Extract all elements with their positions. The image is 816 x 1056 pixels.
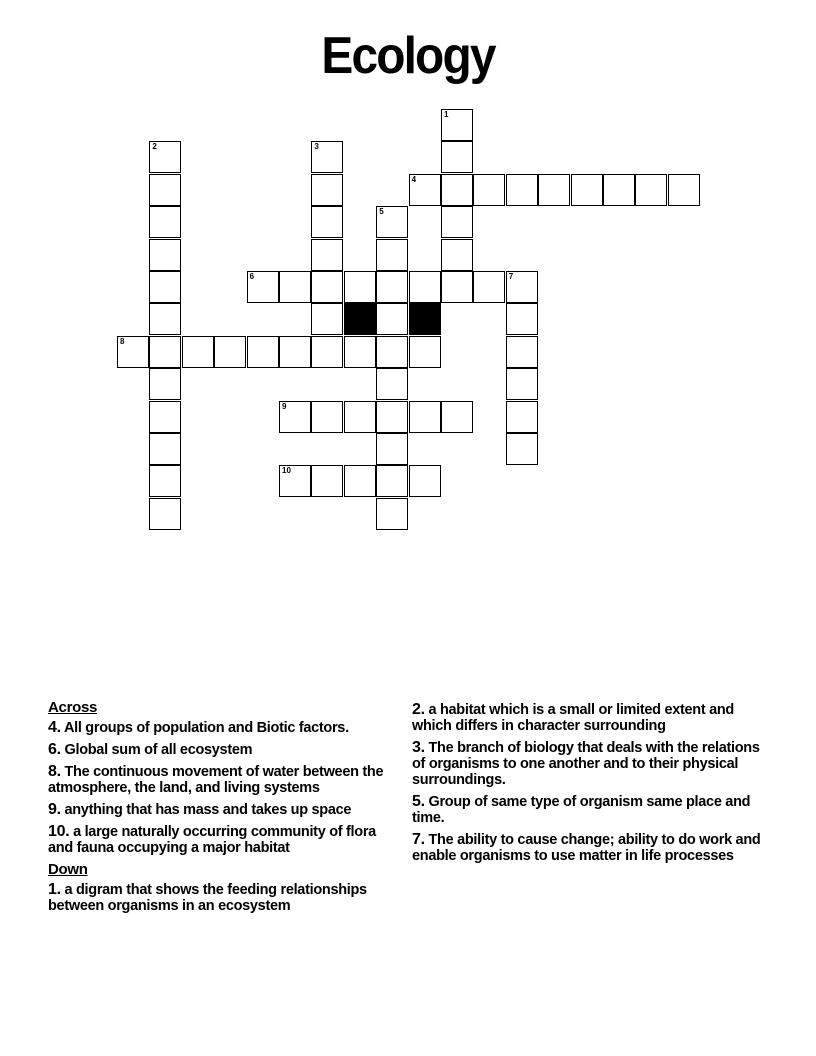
answer-square[interactable] [376, 239, 408, 271]
across-heading: Across [48, 699, 98, 716]
answer-square[interactable] [376, 433, 408, 465]
answer-square[interactable] [344, 465, 376, 497]
clue-number: 10. [48, 823, 70, 840]
blocked-square [344, 303, 376, 335]
answer-square[interactable] [311, 401, 343, 433]
answer-square[interactable] [311, 271, 343, 303]
answer-square[interactable] [311, 141, 343, 173]
answer-square[interactable] [441, 141, 473, 173]
grid-clue-number: 9 [282, 401, 287, 411]
answer-square[interactable] [149, 368, 181, 400]
answer-square[interactable] [311, 336, 343, 368]
answer-square[interactable] [376, 498, 408, 530]
clue-text: a digram that shows the feeding relationships between organisms in an ecosystem [48, 882, 367, 914]
answer-square[interactable] [376, 206, 408, 238]
answer-square[interactable] [506, 271, 538, 303]
answer-square[interactable] [441, 239, 473, 271]
grid-clue-number: 1 [444, 110, 449, 119]
clue-text: Group of same type of organism same place and time. [412, 794, 751, 826]
answer-square[interactable] [409, 174, 441, 206]
answer-square[interactable] [149, 336, 181, 368]
answer-square[interactable] [506, 174, 538, 206]
down-heading: Down [48, 861, 88, 878]
clue-number: 6. [48, 741, 61, 758]
answer-square[interactable] [473, 271, 505, 303]
answer-square[interactable] [441, 401, 473, 433]
answer-square[interactable] [149, 141, 181, 173]
clue-across-6 [48, 742, 393, 758]
clue-text: The continuous movement of water between the atmosphere, the land, and living systems [48, 764, 384, 796]
clue-number: 4. [48, 719, 61, 736]
blocked-square [409, 303, 441, 335]
clues-left-column [48, 700, 393, 920]
clue-number: 3. [412, 739, 425, 756]
clue-text: a habitat which is a small or limited extent and which differs in character surrounding [412, 702, 734, 734]
clue-down-1 [48, 882, 393, 914]
answer-square[interactable] [279, 401, 311, 433]
clue-down-2 [412, 702, 762, 734]
answer-square[interactable] [311, 174, 343, 206]
answer-square[interactable] [247, 336, 279, 368]
clue-across-10 [48, 824, 393, 856]
clue-across-9 [48, 802, 393, 818]
answer-square[interactable] [376, 271, 408, 303]
answer-square[interactable] [506, 433, 538, 465]
answer-square[interactable] [376, 368, 408, 400]
answer-square[interactable] [311, 465, 343, 497]
clue-across-4 [48, 720, 393, 736]
grid-clue-number: 3 [314, 142, 319, 152]
answer-square[interactable] [247, 271, 279, 303]
grid-clue-number: 4 [411, 174, 417, 184]
answer-square[interactable] [409, 465, 441, 497]
answer-square[interactable] [279, 336, 311, 368]
clue-down-5 [412, 794, 762, 826]
grid-clue-number: 2 [152, 142, 157, 152]
answer-square[interactable] [149, 174, 181, 206]
clue-text: All groups of population and Biotic factors. [63, 720, 349, 736]
clue-text: The branch of biology that deals with the relations of organisms to one another and to their physical surroundings. [412, 740, 760, 788]
answer-square[interactable] [441, 271, 473, 303]
answer-square[interactable] [182, 336, 214, 368]
answer-square[interactable] [149, 271, 181, 303]
answer-square[interactable] [441, 206, 473, 238]
answer-square[interactable] [409, 336, 441, 368]
grid-clue-number: 7 [508, 272, 514, 281]
answer-square[interactable] [376, 303, 408, 335]
grid-clue-number: 8 [120, 336, 125, 346]
grid-clue-number: 6 [249, 272, 255, 281]
grid-clue-number: 10 [282, 466, 291, 476]
answer-square[interactable] [376, 465, 408, 497]
answer-square[interactable] [149, 239, 181, 271]
clue-number: 7. [412, 831, 425, 848]
clue-number: 8. [48, 763, 61, 780]
answer-square[interactable] [344, 401, 376, 433]
answer-square[interactable] [149, 465, 181, 497]
answer-square[interactable] [344, 271, 376, 303]
answer-square[interactable] [635, 174, 667, 206]
clue-down-3 [412, 740, 762, 788]
answer-square[interactable] [571, 174, 603, 206]
clue-down-7 [412, 832, 762, 864]
answer-square[interactable] [538, 174, 570, 206]
clue-text: anything that has mass and takes up space [64, 802, 352, 818]
grid-clue-number: 5 [379, 207, 384, 217]
answer-square[interactable] [376, 401, 408, 433]
clue-number: 5. [412, 793, 425, 810]
answer-square[interactable] [279, 271, 311, 303]
answer-square[interactable] [311, 206, 343, 238]
clue-text: Global sum of all ecosystem [64, 742, 253, 758]
clue-across-8 [48, 764, 393, 796]
answer-square[interactable] [149, 206, 181, 238]
clue-text: The ability to cause change; ability to do work and enable organisms to use matter in life processes [412, 832, 761, 864]
answer-square[interactable] [214, 336, 246, 368]
answer-square[interactable] [473, 174, 505, 206]
answer-square[interactable] [149, 433, 181, 465]
clues-right-column [412, 702, 762, 870]
answer-square[interactable] [344, 336, 376, 368]
answer-square[interactable] [279, 465, 311, 497]
answer-square[interactable] [409, 271, 441, 303]
answer-square[interactable] [441, 109, 473, 141]
clue-number: 2. [412, 701, 425, 718]
answer-square[interactable] [506, 401, 538, 433]
answer-square[interactable] [506, 336, 538, 368]
answer-square[interactable] [117, 336, 149, 368]
answer-square[interactable] [311, 303, 343, 335]
clue-number: 1. [48, 881, 61, 898]
answer-square[interactable] [311, 239, 343, 271]
answer-square[interactable] [376, 336, 408, 368]
answer-square[interactable] [668, 174, 700, 206]
answer-square[interactable] [603, 174, 635, 206]
page-title: Ecology [321, 27, 495, 85]
answer-square[interactable] [149, 401, 181, 433]
answer-square[interactable] [149, 303, 181, 335]
answer-square[interactable] [149, 498, 181, 530]
clue-number: 9. [48, 801, 61, 818]
answer-square[interactable] [441, 174, 473, 206]
answer-square[interactable] [506, 368, 538, 400]
clue-text: a large naturally occurring community of flora and fauna occupying a major habitat [48, 824, 376, 856]
answer-square[interactable] [409, 401, 441, 433]
answer-square[interactable] [506, 303, 538, 335]
